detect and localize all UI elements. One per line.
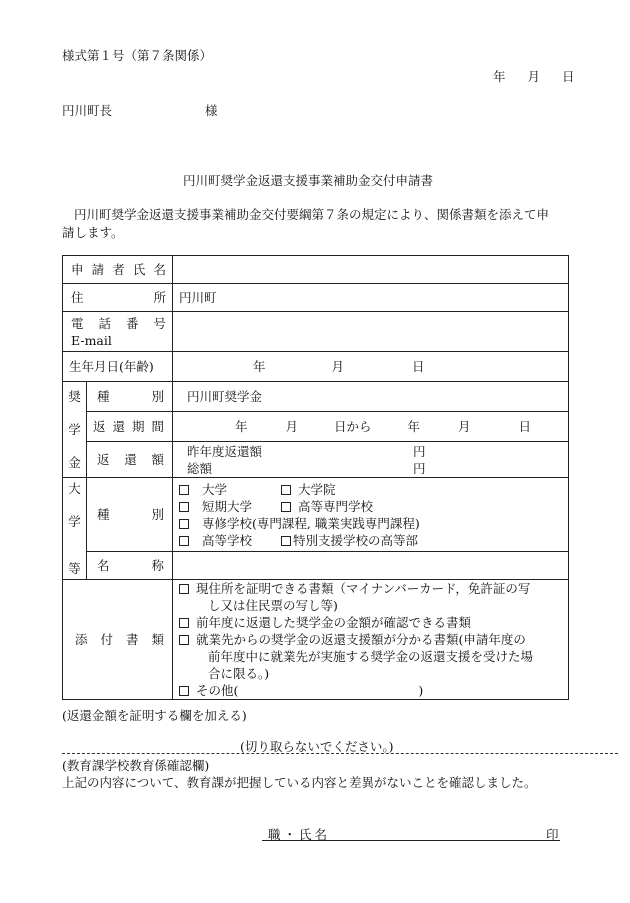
school-group-char-3: 等	[68, 561, 81, 576]
signature-line	[262, 840, 560, 841]
period-to-day: 日	[518, 419, 532, 434]
other-close: )	[418, 683, 424, 698]
document-title: 円川町奨学金返還支援事業補助金交付申請書	[183, 173, 434, 188]
checkbox[interactable]	[179, 485, 189, 495]
checkbox[interactable]	[179, 502, 189, 512]
contact-label	[63, 312, 173, 352]
addressee: 円川町長	[62, 103, 113, 118]
period-from-year: 年	[235, 419, 248, 434]
school-option-label: 特別支援学校の高等部	[293, 532, 419, 548]
school-group-char-1: 大	[68, 481, 81, 496]
period-from-month: 月	[285, 419, 299, 434]
scholarship-type-label: 種別	[87, 382, 173, 412]
school-name-label: 名称	[87, 552, 173, 580]
scholarship-type-field[interactable]: 円川町奨学金	[173, 382, 569, 412]
school-option-vocational[interactable]	[179, 515, 420, 532]
school-option-kosen[interactable]	[281, 498, 373, 515]
applicant-name-field[interactable]	[173, 256, 569, 284]
checkbox[interactable]	[179, 618, 189, 628]
sign-label: 職・氏名	[268, 827, 331, 842]
phone-label: 電話番号	[71, 315, 167, 331]
application-table	[62, 255, 569, 700]
scholarship-group-label	[63, 382, 87, 478]
amount-total-label: 総額	[187, 460, 213, 476]
birth-day: 日	[412, 359, 425, 374]
attachments-list	[173, 580, 569, 700]
amount-total-yen: 円	[413, 460, 426, 476]
confirm-text: 上記の内容について、教育課が把握している内容と差異がないことを確認しました。	[62, 775, 537, 790]
school-option-label: 専修学校(専門課程, 職業実践専門課程)	[202, 515, 420, 531]
other-label: その他(	[196, 683, 239, 698]
intro-line-1: 円川町奨学金返還支援事業補助金交付要綱第７条の規定により、関係書類を添えて申	[74, 207, 550, 222]
date-year: 年	[493, 69, 506, 84]
cut-line	[62, 753, 618, 754]
period-from-day: 日から	[334, 419, 372, 434]
repayment-amount-label: 返還額	[87, 442, 173, 478]
birth-month: 月	[331, 359, 345, 374]
school-option-label: 短期大学	[202, 498, 253, 514]
school-option-high-school[interactable]	[179, 532, 281, 549]
attachment-text: 就業先からの奨学金の返還支援額が分かる書類(申請年度の	[196, 632, 526, 647]
school-option-junior-college[interactable]	[179, 498, 281, 515]
date-month: 月	[527, 69, 541, 84]
address-field[interactable]: 円川町	[173, 284, 569, 312]
form-number: 様式第１号（第７条関係）	[62, 48, 213, 63]
school-option-special-support[interactable]	[281, 532, 418, 549]
repayment-period-field[interactable]	[173, 412, 569, 442]
checkbox[interactable]	[179, 635, 189, 645]
birth-label: 生年月日(年齢)	[63, 352, 173, 382]
checkbox[interactable]	[179, 519, 189, 529]
school-group-label	[63, 478, 87, 580]
email-label: E-mail	[71, 332, 112, 348]
school-option-label: 大学院	[298, 481, 336, 497]
attachments-label: 添付書類	[63, 580, 173, 700]
note-after-table: (返還金額を証明する欄を加える)	[62, 708, 247, 723]
intro-line-2: 請します。	[62, 225, 124, 240]
checkbox[interactable]	[179, 536, 189, 546]
school-option-label: 大学	[202, 481, 228, 497]
attachment-text: 合に限る。)	[208, 666, 270, 681]
checkbox[interactable]	[179, 584, 189, 594]
school-option-graduate[interactable]	[281, 481, 336, 498]
scholarship-group-char-2: 学	[68, 422, 81, 437]
school-option-label: 高等専門学校	[298, 498, 374, 514]
amount-prev-label: 昨年度返還額	[187, 443, 263, 459]
scholarship-group-char-3: 金	[68, 455, 81, 470]
attachment-item-other[interactable]	[173, 682, 568, 699]
attachment-text: し又は住民票の写し等)	[208, 598, 338, 613]
period-to-month: 月	[458, 419, 471, 434]
school-option-daigaku[interactable]	[179, 481, 281, 498]
addressee-honorific: 様	[205, 103, 218, 118]
confirm-heading: (教育課学校教育係確認欄)	[62, 758, 210, 773]
school-name-field[interactable]	[173, 552, 569, 580]
address-label: 住所	[63, 284, 173, 312]
attachment-item-residence[interactable]	[173, 580, 568, 614]
date-line	[493, 67, 575, 85]
repayment-amount-field[interactable]	[173, 442, 569, 478]
applicant-name-label: 申請者氏名	[63, 256, 173, 284]
attachment-text: 現住所を証明できる書類（マイナンバーカード，免許証の写	[196, 581, 531, 596]
school-type-label: 種別	[87, 478, 173, 552]
contact-field[interactable]	[173, 312, 569, 352]
school-type-options	[173, 478, 569, 552]
birth-year: 年	[253, 359, 266, 374]
attachment-item-employer-support[interactable]	[173, 631, 568, 682]
scholarship-group-char-1: 奨	[68, 389, 81, 404]
repayment-period-label: 返還期間	[87, 412, 173, 442]
seal-mark: 印	[546, 827, 559, 842]
amount-prev-yen: 円	[413, 443, 426, 459]
cut-note: (切り取らないでください。)	[240, 739, 394, 754]
checkbox[interactable]	[281, 502, 291, 512]
school-option-label: 高等学校	[202, 532, 253, 548]
attachment-item-repaid-amount[interactable]	[173, 614, 568, 631]
date-day: 日	[562, 69, 575, 84]
attachment-text: 前年度中に就業先が実施する奨学金の返還支援を受けた場	[208, 649, 534, 664]
period-to-year: 年	[407, 419, 421, 434]
checkbox[interactable]	[281, 536, 291, 546]
school-group-char-2: 学	[68, 514, 81, 529]
checkbox[interactable]	[281, 485, 291, 495]
attachment-text: 前年度に返還した奨学金の金額が確認できる書類	[196, 615, 472, 630]
checkbox[interactable]	[179, 686, 189, 696]
birth-field[interactable]	[173, 352, 569, 382]
